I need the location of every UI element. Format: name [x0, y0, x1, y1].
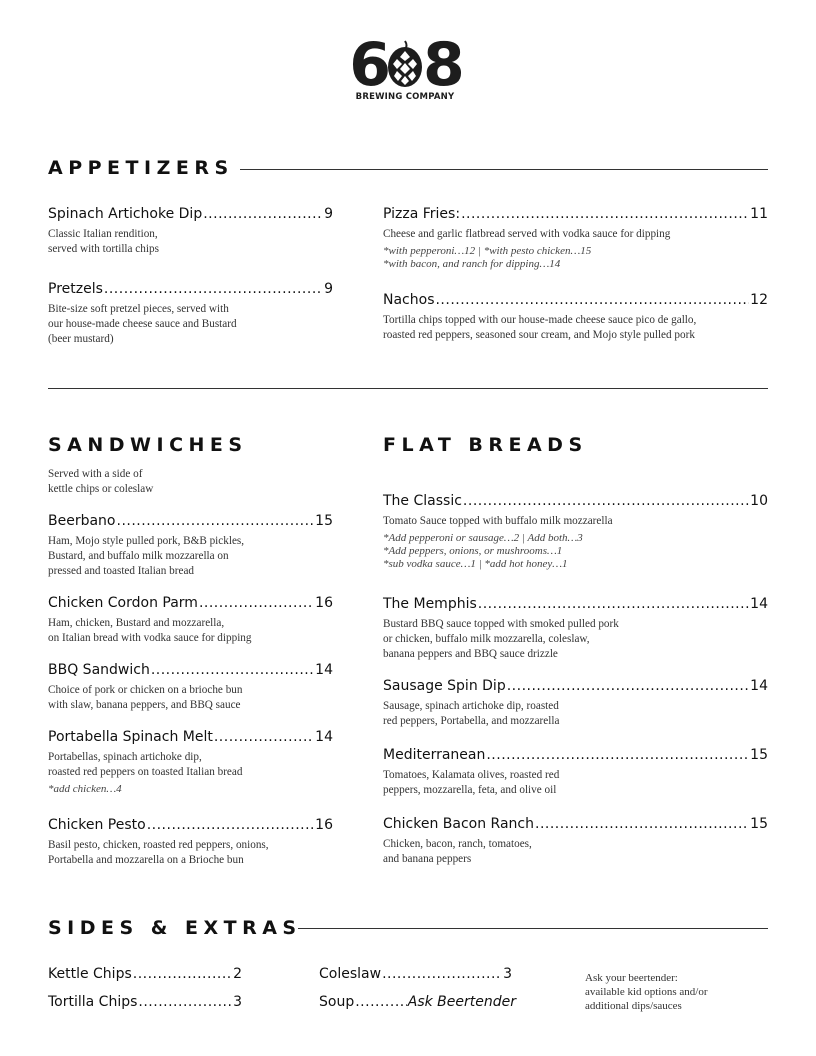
item-description: Ham, Mojo style pulled pork, B&B pickles, Bustard, and buffalo milk mozzarella on pressed and toasted Italian bread [48, 535, 245, 577]
item-description: Tortilla chips topped with our house-made cheese sauce pico de gallo, roasted red peppers, seasoned sour cream, and Mojo style pulled pork [383, 314, 697, 341]
item-name: Chicken Pesto [48, 817, 146, 833]
menu-item-beerbano [48, 513, 333, 579]
item-price: 16 [315, 595, 333, 611]
item-name: Pizza Fries: [383, 206, 461, 222]
menu-item-mediterranean [383, 747, 768, 798]
item-price: 16 [315, 817, 333, 833]
item-price: 15 [750, 747, 768, 763]
item-price: Ask Beertender [407, 994, 516, 1010]
item-price: 14 [750, 596, 768, 612]
item-description: Tomato Sauce topped with buffalo milk mozzarella [383, 515, 613, 527]
side-item-coleslaw [319, 966, 512, 982]
item-name: The Classic [383, 493, 462, 509]
menu-item-the-memphis [383, 596, 768, 662]
item-name: Chicken Cordon Parm [48, 595, 198, 611]
sides-heading: SIDES & EXTRAS [48, 917, 302, 939]
item-description: Choice of pork or chicken on a brioche bun with slaw, banana peppers, and BBQ sauce [48, 684, 243, 711]
brand-subtitle: BREWING COMPANY [355, 92, 455, 102]
item-name: Soup [319, 994, 355, 1010]
brand-logo [330, 30, 480, 102]
item-price: 9 [324, 281, 333, 297]
brand-digit-left: 6 [349, 30, 387, 100]
item-name: Pretzels [48, 281, 103, 297]
side-item-soup [319, 994, 516, 1010]
item-price: 2 [233, 966, 242, 982]
item-description: Tomatoes, Kalamata olives, roasted red peppers, mozzarella, feta, and olive oil [383, 769, 560, 796]
side-item-kettle-chips [48, 966, 242, 982]
item-description: Ham, chicken, Bustard and mozzarella, on Italian bread with vodka sauce for dipping [48, 617, 252, 644]
item-description: Cheese and garlic flatbread served with vodka sauce for dipping [383, 228, 671, 240]
item-name: Chicken Bacon Ranch [383, 816, 534, 832]
item-name: Nachos [383, 292, 435, 308]
item-addons: *add chicken…4 [48, 783, 122, 795]
item-price: 14 [315, 662, 333, 678]
menu-item-nachos [383, 292, 768, 343]
item-name: BBQ Sandwich [48, 662, 150, 678]
item-name: Kettle Chips [48, 966, 132, 982]
sandwiches-intro: Served with a side of kettle chips or coleslaw [48, 468, 154, 495]
hop-icon [385, 39, 425, 91]
menu-item-pretzels [48, 281, 333, 347]
item-description: Bustard BBQ sauce topped with smoked pulled pork or chicken, buffalo milk mozzarella, coleslaw, banana peppers and BBQ sauce drizzle [383, 618, 619, 660]
item-description: Basil pesto, chicken, roasted red peppers, onions, Portabella and mozzarella on a Brioche bun [48, 839, 269, 866]
item-addons: *with pepperoni…12 | *with pesto chicken…15 *with bacon, and ranch for dipping…14 [383, 245, 592, 270]
menu-item-the-classic [383, 493, 768, 571]
item-name: Portabella Spinach Melt [48, 729, 213, 745]
menu-item-chicken-pesto [48, 817, 333, 868]
item-addons: *Add pepperoni or sausage…2 | Add both…3 *Add peppers, onions, or mushrooms…1 *sub vodka sauce…1 | *add hot honey…1 [383, 532, 583, 570]
item-name: Mediterranean [383, 747, 486, 763]
menu-item-sausage-spin-dip [383, 678, 768, 729]
item-price: 3 [233, 994, 242, 1010]
sides-note: Ask your beertender: available kid options and/or additional dips/sauces [585, 972, 708, 1012]
sandwiches-heading: SANDWICHES [48, 434, 248, 456]
item-price: 15 [315, 513, 333, 529]
menu-item-portabella-spinach-melt [48, 729, 333, 796]
item-description: Sausage, spinach artichoke dip, roasted red peppers, Portabella, and mozzarella [383, 700, 560, 727]
flatbreads-heading: FLAT BREADS [383, 434, 588, 456]
item-description: Bite-size soft pretzel pieces, served with our house-made cheese sauce and Bustard (beer mustard) [48, 303, 237, 345]
item-description: Chicken, bacon, ranch, tomatoes, and banana peppers [383, 838, 532, 865]
item-description: Classic Italian rendition, served with tortilla chips [48, 228, 159, 255]
appetizers-heading: APPETIZERS [48, 157, 234, 179]
section-divider [48, 388, 768, 389]
item-name: Coleslaw [319, 966, 382, 982]
item-price: 3 [503, 966, 512, 982]
menu-item-pizza-fries [383, 206, 768, 271]
menu-item-bbq-sandwich [48, 662, 333, 713]
menu-item-chicken-bacon-ranch [383, 816, 768, 867]
appetizers-rule [240, 169, 768, 170]
item-name: Sausage Spin Dip [383, 678, 506, 694]
item-price: 11 [750, 206, 768, 222]
item-price: 14 [750, 678, 768, 694]
menu-item-chicken-cordon-parm [48, 595, 333, 646]
brand-digit-right: 8 [423, 30, 461, 100]
item-price: 10 [750, 493, 768, 509]
item-name: Beerbano [48, 513, 116, 529]
item-name: The Memphis [383, 596, 477, 612]
item-price: 14 [315, 729, 333, 745]
item-description: Portabellas, spinach artichoke dip, roasted red peppers on toasted Italian bread [48, 751, 243, 778]
side-item-tortilla-chips [48, 994, 242, 1010]
item-price: 9 [324, 206, 333, 222]
item-name: Tortilla Chips [48, 994, 138, 1010]
item-price: 12 [750, 292, 768, 308]
item-name: Spinach Artichoke Dip [48, 206, 203, 222]
sides-rule [298, 928, 768, 929]
item-price: 15 [750, 816, 768, 832]
menu-item-spinach-artichoke-dip [48, 206, 333, 257]
